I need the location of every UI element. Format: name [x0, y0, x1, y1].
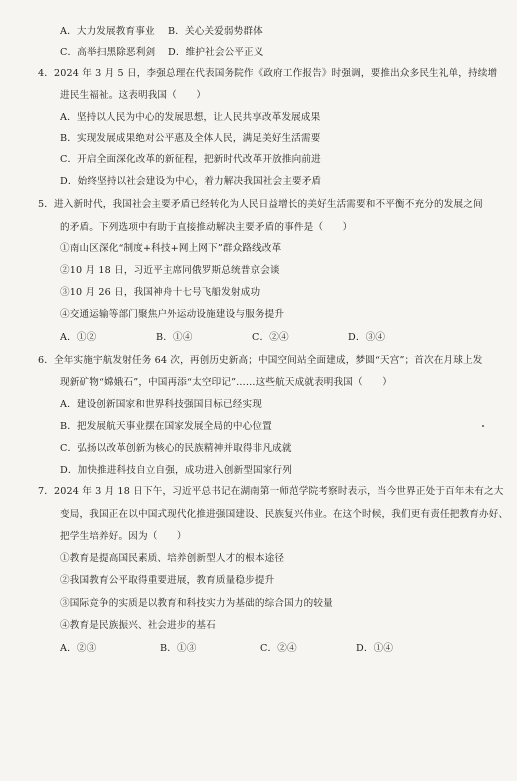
- q5-statement-1: ①南山区深化“制度+科技+网上网下”群众路线改革: [60, 243, 282, 254]
- q5-statement-3: ③10 月 26 日，我国神舟十七号飞船发射成功: [60, 287, 261, 298]
- q4-option-d: D．始终坚持以社会建设为中心，着力解决我国社会主要矛盾: [60, 176, 322, 187]
- q6-option-d: D．加快推进科技自立自强，成功进入创新型国家行列: [60, 465, 292, 476]
- q7-statement-1: ①教育是提高国民素质、培养创新型人才的根本途径: [60, 553, 285, 564]
- option-a: A．大力发展教育事业: [60, 26, 155, 37]
- q6-option-c: C．弘扬以改革创新为核心的民族精神并取得非凡成就: [60, 443, 292, 454]
- option-c: C．高举扫黑除恶利剑: [60, 47, 156, 58]
- q5-option-a: A．①②: [60, 332, 97, 343]
- q5-option-d: D．③④: [348, 332, 386, 343]
- q5-option-b: B．①④: [156, 332, 193, 343]
- q7-stem-line-3: 把学生培养好。因为（ ）: [60, 531, 187, 542]
- q6-option-b: B．把发展航天事业摆在国家发展全局的中心位置: [60, 421, 272, 432]
- q5-stem-line-2: 的矛盾。下列选项中有助于直接推动解决主要矛盾的事件是（ ）: [60, 222, 353, 233]
- q7-option-b: B．①③: [160, 643, 197, 654]
- option-d: D．维护社会公平正义: [168, 47, 264, 58]
- q5-option-c: C．②④: [252, 332, 289, 343]
- q5-statement-4: ④交通运输等部门聚焦户外运动设施建设与服务提升: [60, 309, 285, 320]
- q7-stem-line-1: 7．2024 年 3 月 18 日下午，习近平总书记在湖南第一师范学院考察时表示，当今世界正处于百年未有之大: [38, 486, 504, 497]
- q4-option-c: C．开启全面深化改革的新征程，把新时代改革开放推向前进: [60, 154, 321, 165]
- q6-stem-line-2: 现新矿物“嫦娥石”，中国再添“太空印记”……这些航天成就表明我国（ ）: [60, 377, 393, 388]
- q7-statement-2: ②我国教育公平取得重要进展，教育质量稳步提升: [60, 575, 275, 586]
- stray-mark: [482, 425, 484, 427]
- q4-option-b: B．实现发展成果绝对公平惠及全体人民，满足美好生活需要: [60, 133, 321, 144]
- q5-stem-line-1: 5．进入新时代，我国社会主要矛盾已经转化为人民日益增长的美好生活需要和不平衡不充分的发展之间: [38, 199, 483, 210]
- q6-option-a: A．建设创新国家和世界科技强国目标已经实现: [60, 399, 262, 410]
- q4-stem-line-2: 进民生福祉。这表明我国（ ）: [60, 90, 207, 101]
- q4-option-a: A．坚持以人民为中心的发展思想，让人民共享改革发展成果: [60, 112, 321, 123]
- q7-statement-4: ④教育是民族振兴、社会进步的基石: [60, 620, 216, 631]
- q5-answer-options: [60, 332, 385, 344]
- q7-option-d: D．①④: [356, 643, 394, 654]
- q7-statement-3: ③国际竞争的实质是以教育和科技实力为基础的综合国力的较量: [60, 598, 333, 609]
- q5-statement-2: ②10 月 18 日，习近平主席同俄罗斯总统普京会谈: [60, 265, 280, 276]
- prev-question-options-row-2: [60, 47, 264, 59]
- q7-option-c: C．②④: [260, 643, 297, 654]
- q7-answer-options: [60, 643, 393, 655]
- option-b: B．关心关爱弱势群体: [168, 26, 263, 37]
- q6-stem-line-1: 6．全年实施宇航发射任务 64 次，再创历史新高；中国空间站全面建成，梦圆“天宫”；首次在月球上发: [38, 355, 483, 366]
- q7-option-a: A．②③: [60, 643, 97, 654]
- prev-question-options-row-1: [60, 26, 263, 38]
- q4-stem-line-1: 4．2024 年 3 月 5 日，李强总理在代表国务院作《政府工作报告》时强调，要推出众多民生礼单，持续增: [38, 68, 498, 79]
- q7-stem-line-2: 变局，我国正在以中国式现代化推进强国建设、民族复兴伟业。在这个时候，我们更有责任把教育办好、: [60, 509, 509, 520]
